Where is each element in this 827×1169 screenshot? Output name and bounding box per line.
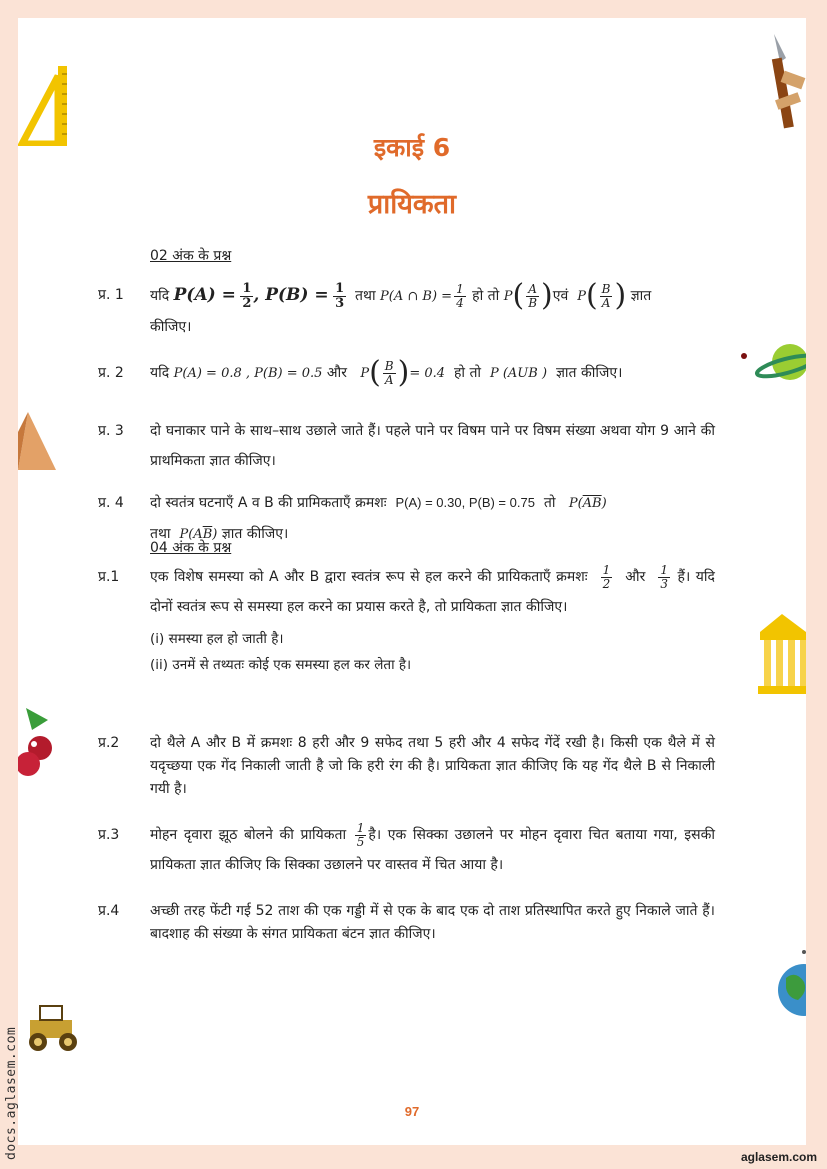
question-number: प्र.3	[98, 827, 120, 843]
section-heading-2-marks: 02 अंक के प्रश्न	[150, 248, 232, 264]
page-number: 97	[404, 1104, 420, 1119]
fraction: $\frac{B}{A}$	[384, 358, 394, 387]
compass-tool-icon	[766, 34, 806, 134]
question-text: यदि P(A) = 0.8 , P(B) = 0.5 और P( $\frac{B}{A}$ )= 0.4 हो तो P (AUB ) ज्ञात कीजिए।	[150, 355, 623, 390]
question-text: दो स्वतंत्र घटनाएँ A व B की प्रामिकताएँ क्रमशः P(A) = 0.30, P(B) = 0.75 तो $P(\overline{AB})$ तथा $P(A\overline{B})$ ज्ञात कीजिए।	[150, 495, 607, 542]
fraction: $\frac{A}{B}$	[528, 281, 538, 310]
sub-question: (i) समस्या हल हो जाती है।	[150, 631, 284, 647]
question-text: एक विशेष समस्या को A और B द्वारा स्वतंत्र रूप से हल करने की प्रायिकताएँ क्रमशः $\frac{1}{2}$ और $\frac{1}{3}$ हैं। यदि दोनों स्वतंत्र रूप से समस्या हल करने का प्रयास करते है, तो प्रायिकता ज्ञात कीजिए। (i) समस्या हल हो जाती है। (ii) उनमें से तथ्यतः कोई एक समस्या हल कर लेता है।	[150, 562, 715, 678]
fraction: $\frac{1}{3}$	[660, 562, 669, 591]
question-number: प्र.2	[98, 735, 120, 751]
page-sheet	[18, 18, 806, 1145]
pyramid-icon	[18, 412, 58, 472]
fraction: $\frac{B}{A}$	[601, 281, 611, 310]
unit-title: इकाई 6	[373, 133, 451, 162]
question-number: प्र. 4	[98, 495, 124, 511]
question-number: प्र. 3	[98, 423, 124, 439]
fruit-icon	[18, 708, 62, 778]
sub-question: (ii) उनमें से तथ्यतः कोई एक समस्या हल कर लेता है।	[150, 657, 412, 673]
section-heading-4-marks: 04 अंक के प्रश्न	[150, 540, 232, 556]
fraction: $\frac{1}{3}$	[335, 280, 345, 311]
question-text: मोहन दृवारा झूठ बोलने की प्रायिकता $\frac{1}{5}$ है। एक सिक्का उछालने पर मोहन दृवारा चित बताया गया, इसकी प्रायिकता ज्ञात कीजिए कि सिक्का उछालने पर वास्तव में चित आया है।	[150, 820, 716, 873]
vintage-car-icon	[20, 1000, 84, 1056]
pillar-building-icon	[756, 610, 806, 696]
question-text: दो थैले A और B में क्रमशः 8 हरी और 9 सफेद तथा 5 हरी और 4 सफेद गेंदें रखी है। किसी एक थैले में से यदृच्छया एक गेंद निकाली जाती है जो कि हरी रंग की है। प्रायिकता ज्ञात कीजिए कि यह गेंद थैले B से निकाली गयी है।	[150, 735, 715, 797]
question-number: प्र. 2	[98, 365, 124, 381]
watermark-text: docs.aglasem.com	[4, 1026, 19, 1160]
question-text: अच्छी तरह फेंटी गई 52 ताश की एक गड्डी में से एक के बाद एक दो ताश प्रतिस्थापित करते हुए निकाले जाते हैं। बादशाह की संख्या के संगत प्रायिकता बंटन ज्ञात कीजिए।	[150, 903, 715, 942]
chapter-title: प्रायिकता	[367, 189, 457, 220]
question-text: यदि P(A) = $\frac{1}{2}$ , P(B) = $\frac{1}{3}$ तथा P(A ∩ B) = $\frac{1}{4}$ हो तो P( $\frac{A}{B}$ )एवं P( $\frac{B}{A}$ ) ज्ञात कीजिए।	[150, 278, 652, 335]
question-number: प्र.1	[98, 569, 120, 585]
fraction: $\frac{1}{2}$	[242, 280, 252, 311]
planet-icon	[740, 336, 806, 382]
question-text: दो घनाकार पाने के साथ–साथ उछाले जाते हैं। पहले पाने पर विषम पाने पर विषम संख्या अथवा योग 9 आने की प्राथमिकता ज्ञात कीजिए।	[150, 423, 715, 469]
fraction: $\frac{1}{2}$	[602, 562, 611, 591]
question-number: प्र. 1	[98, 287, 124, 303]
fraction: $\frac{1}{4}$	[456, 281, 464, 310]
fraction: $\frac{1}{5}$	[356, 820, 365, 849]
question-number: प्र.4	[98, 903, 120, 919]
globe-icon	[778, 948, 806, 1020]
site-brand: aglasem.com	[740, 1150, 817, 1164]
